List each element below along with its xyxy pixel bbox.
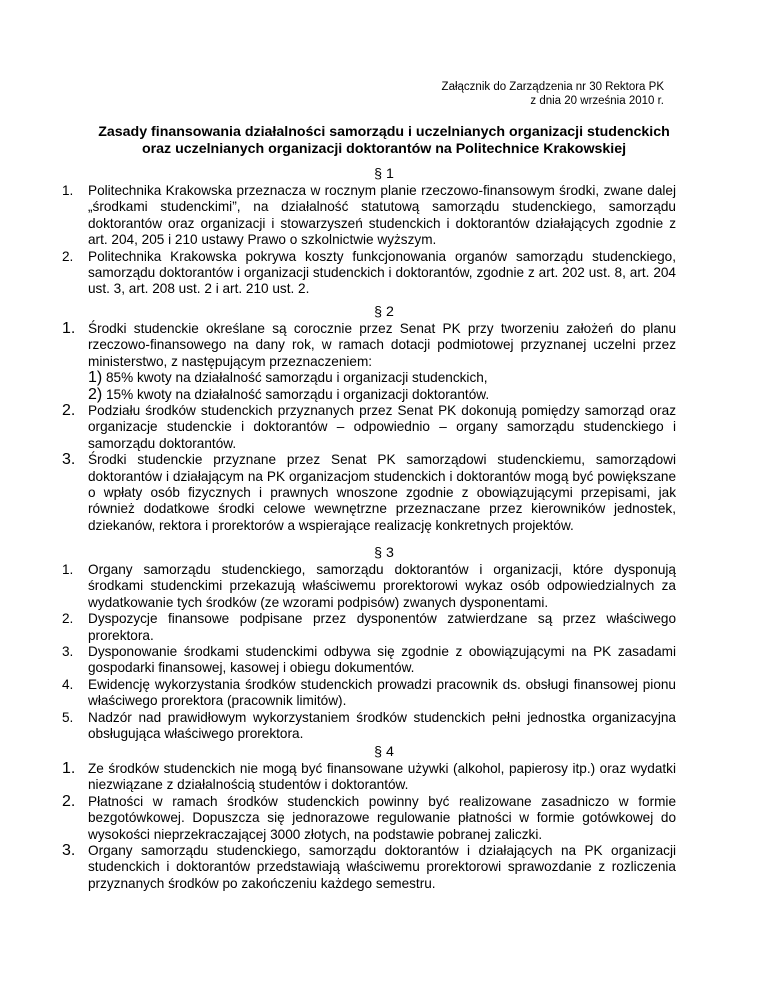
list-item [62, 761, 676, 794]
title-line-1: Zasady finansowania działalności samorządu i uczelnianych organizacji studenckich [98, 124, 670, 140]
item-number: 1. [62, 183, 74, 198]
list-item [62, 710, 676, 743]
list-item [62, 403, 676, 452]
item-number: 2. [62, 611, 74, 627]
title-line-2: oraz uczelnianych organizacji doktorantów na Politechnice Krakowskiej [141, 141, 627, 157]
sub-list-item [88, 387, 676, 403]
sub-list-item [88, 370, 676, 386]
item-text: Politechnika Krakowska przeznacza w rocznym planie rzeczowo-finansowym środki, zwane dalej „środkami studenckimi”, na działalność statutową samorządu studenckiego, samorządu doktorantów oraz organizacji i stowarzyszeń studenckich i doktorantów działających zgodnie z art. 204, 205 i 210 ustawy Prawo o szkolnictwie wyższym. [88, 183, 676, 248]
sub-list [88, 370, 676, 403]
list-item [62, 843, 676, 892]
item-number: 3. [62, 842, 76, 860]
item-text: Ewidencję wykorzystania środków studenckich prowadzi pracownik ds. obsługi finansowej pionu właściwego prorektora (pracownik limitów). [88, 676, 676, 709]
section-2-list [62, 321, 676, 534]
sub-item-number: 1) [88, 369, 103, 387]
list-item [62, 452, 676, 534]
attachment-line-1: Załącznik do Zarządzenia nr 30 Rektora PK [441, 81, 664, 93]
attachment-line-2: z dnia 20 września 2010 r. [530, 95, 664, 107]
list-item [62, 611, 676, 644]
item-text: Organy samorządu studenckiego, samorządu doktorantów i organizacji, które dysponują środkami studenckimi przekazują właściwemu prorektorowi wykaz osób odpowiedzialnych za wydatkowanie tych środków (ze wzorami podpisów) zwanych dysponentami. [88, 562, 676, 610]
item-number: 1. [62, 320, 76, 337]
sub-item-text: 85% kwoty na działalność samorządu i organizacji studenckich, [106, 370, 488, 386]
document-title [60, 124, 708, 158]
item-text: Dysponowanie środkami studenckimi odbywa się zgodnie z obowiązującymi na PK zasadami gospodarki finansowej, kasowej i obiegu dokumentów. [88, 644, 676, 676]
item-number: 3. [62, 644, 74, 660]
item-text: Płatności w ramach środków studenckich powinny być realizowane zasadniczo w formie bezgotówkowej. Dopuszcza się jednorazowe regulowanie płatności w formie gotówkowej do wysokości nieprzekraczającej 3000 złotych, na podstawie pobranej zaliczki. [88, 793, 676, 842]
section-1-list [62, 183, 676, 298]
section-3-heading: § 3 [374, 545, 394, 561]
item-text: Nadzór nad prawidłowym wykorzystaniem środków studenckich pełni jednostka organizacyjna obsługująca właściwego prorektora. [88, 709, 676, 742]
item-number: 4. [62, 676, 74, 692]
item-number: 1. [62, 562, 74, 577]
list-item [62, 644, 676, 677]
item-number: 5. [62, 709, 74, 725]
item-text: Dyspozycje finansowe podpisane przez dysponentów zatwierdzane są przez właściwego prorektora. [88, 611, 676, 643]
list-item [62, 677, 676, 710]
list-item [62, 321, 676, 403]
attachment-note [442, 80, 664, 108]
section-4-heading: § 4 [374, 744, 394, 760]
item-number: 2. [62, 402, 76, 420]
list-item [62, 562, 676, 611]
section-2-heading: § 2 [374, 304, 394, 320]
item-text: Podziału środków studenckich przyznanych przez Senat PK dokonują pomiędzy samorząd oraz organizacje studenckie i doktorantów – odpowiednio – organy samorządu studenckiego i samorządu doktorantów. [88, 403, 676, 451]
item-number: 3. [62, 451, 76, 469]
section-3-list [62, 562, 676, 742]
list-item [62, 249, 676, 298]
sub-item-text: 15% kwoty na działalność samorządu i organizacji doktorantów. [106, 386, 490, 402]
sub-item-number: 2) [88, 385, 103, 403]
item-number: 2. [62, 792, 76, 810]
item-text: Organy samorządu studenckiego, samorządu doktorantów i działających na PK organizacji studenckich i doktorantów przedstawiają właściwemu prorektorowi sprawozdanie z rozliczenia przyznanych środków po zakończeniu każdego semestru. [88, 843, 676, 891]
item-text: Środki studenckie przyznane przez Senat PK samorządowi studenckiemu, samorządowi doktorantów i działającym na PK organizacjom studenckich i doktorantów mogą być powiększane o wpłaty osób fizycznych i prawnych wnoszone zgodnie z obowiązującymi przepisami, jak również dodatkowe środki celowe wewnętrzne przeznaczane przez kierowników jednostek, dziekanów, rektora i prorektorów a wspierające realizację konkretnych projektów. [88, 452, 676, 533]
item-text: Środki studenckie określane są corocznie przez Senat PK przy tworzeniu założeń do planu rzeczowo-finansowego na dany rok, w ramach dotacji podmiotowej przyznanej uczelni przez ministerstwo, z następującym przeznaczeniem: [88, 321, 676, 369]
section-1-heading: § 1 [374, 166, 394, 182]
list-item [62, 794, 676, 843]
item-text: Ze środków studenckich nie mogą być finansowane używki (alkohol, papierosy itp.) oraz wydatki niezwiązane z działalnością studentów i doktorantów. [88, 761, 676, 793]
section-4-list [62, 761, 676, 892]
item-number: 2. [62, 248, 74, 264]
item-number: 1. [62, 760, 76, 777]
list-item [62, 183, 676, 249]
item-text: Politechnika Krakowska pokrywa koszty funkcjonowania organów samorządu studenckiego, samorządu doktorantów i organizacji studenckich i doktorantów, zgodnie z art. 202 ust. 8, art. 204 ust. 3, art. 208 ust. 2 i art. 210 ust. 2. [88, 248, 676, 297]
